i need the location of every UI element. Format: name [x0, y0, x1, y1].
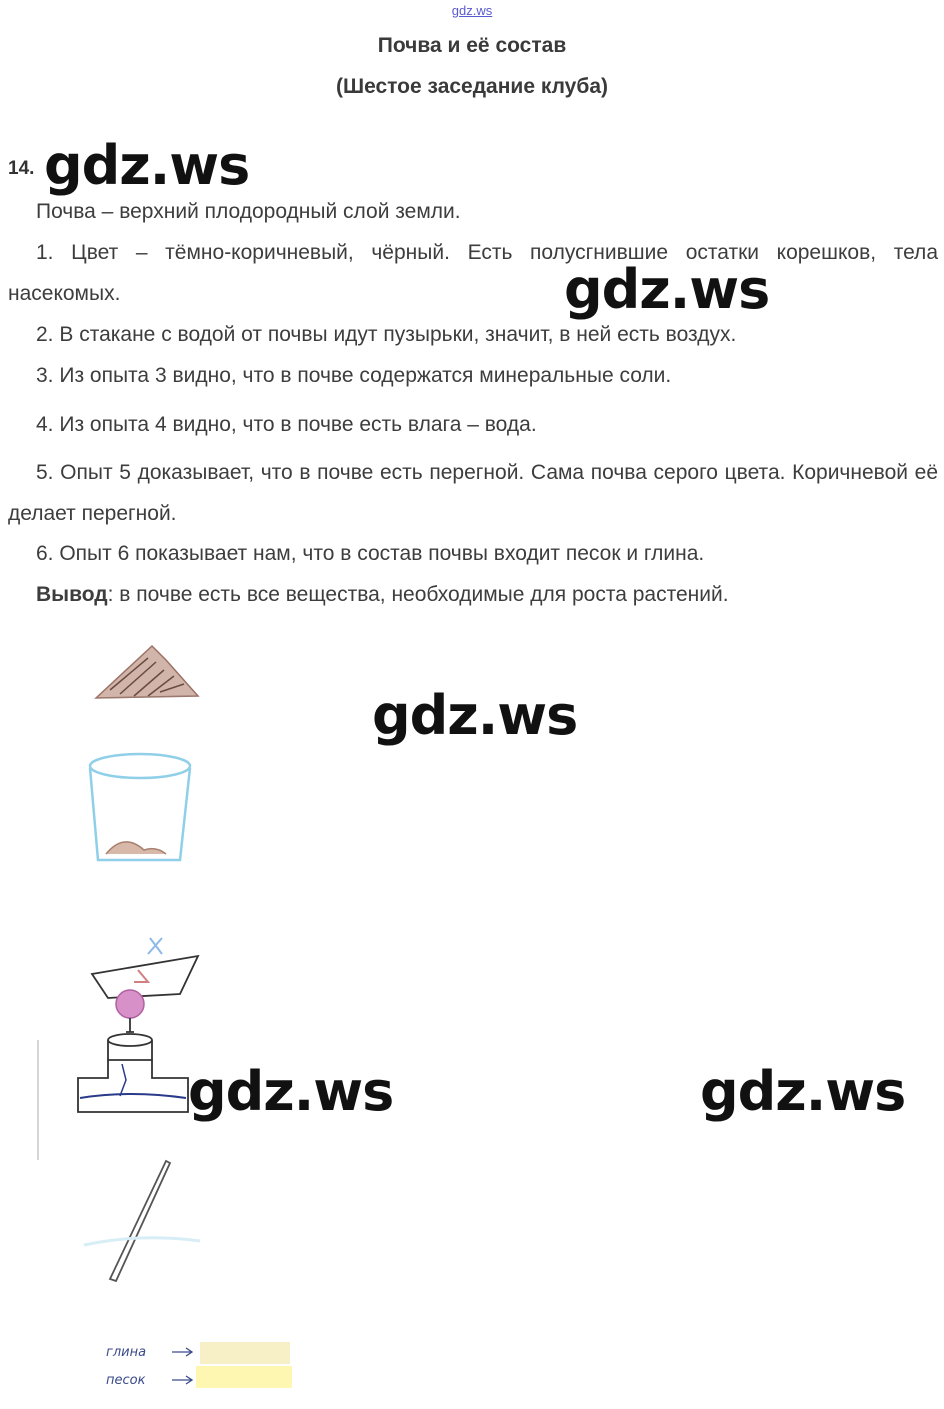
answer-item-2-text: 2. В стакане с водой от почвы идут пузырьки, значит, в ней есть воздух.	[36, 323, 737, 346]
answer-item-5	[8, 452, 938, 534]
conclusion	[8, 574, 938, 615]
answer-item-1	[8, 232, 938, 314]
answer-item-3-text: 3. Из опыта 3 видно, что в почве содержатся минеральные соли.	[36, 364, 672, 387]
answer-item-4	[8, 404, 938, 445]
watermark: gdz.ws	[372, 684, 578, 747]
sand-label: песок	[106, 1373, 146, 1388]
page-title: Почва и её состав	[377, 34, 567, 57]
conclusion-label: Вывод	[36, 583, 108, 606]
answer-item-1-text: 1. Цвет – тёмно-коричневый, чёрный. Есть полусгнившие остатки корешков, тела насекомых.	[8, 241, 938, 305]
answer-item-2	[8, 314, 938, 355]
watermark: gdz.ws	[44, 134, 250, 197]
definition-text: Почва – верхний плодородный слой земли.	[36, 200, 461, 223]
stirring-stick-sketch	[80, 1155, 210, 1295]
glass-with-soil-sketch	[84, 746, 204, 871]
watermark: gdz.ws	[700, 1060, 906, 1123]
conclusion-text: : в почве есть все вещества, необходимые для роста растений.	[107, 583, 729, 606]
clay-sand-layers-sketch	[100, 1332, 310, 1402]
answer-item-4-text: 4. Из опыта 4 видно, что в почве есть влага – вода.	[36, 413, 537, 436]
answer-item-5-text: 5. Опыт 5 доказывает, что в почве есть перегной. Сама почва серого цвета. Коричневой её делает перегной.	[8, 461, 938, 525]
watermark: gdz.ws	[564, 258, 770, 321]
watermark: gdz.ws	[188, 1060, 394, 1123]
definition-line	[8, 191, 938, 232]
task-number: 14.	[8, 158, 35, 179]
site-link[interactable]: gdz.ws	[451, 3, 493, 18]
answer-item-6	[8, 533, 938, 574]
answer-item-3	[8, 355, 938, 396]
answer-item-6-text: 6. Опыт 6 показывает нам, что в состав почвы входит песок и глина.	[36, 542, 705, 565]
page-subtitle: (Шестое заседание клуба)	[336, 75, 608, 98]
clay-label: глина	[106, 1345, 147, 1360]
soil-pile-sketch	[90, 640, 210, 710]
heating-experiment-sketch	[30, 930, 220, 1160]
